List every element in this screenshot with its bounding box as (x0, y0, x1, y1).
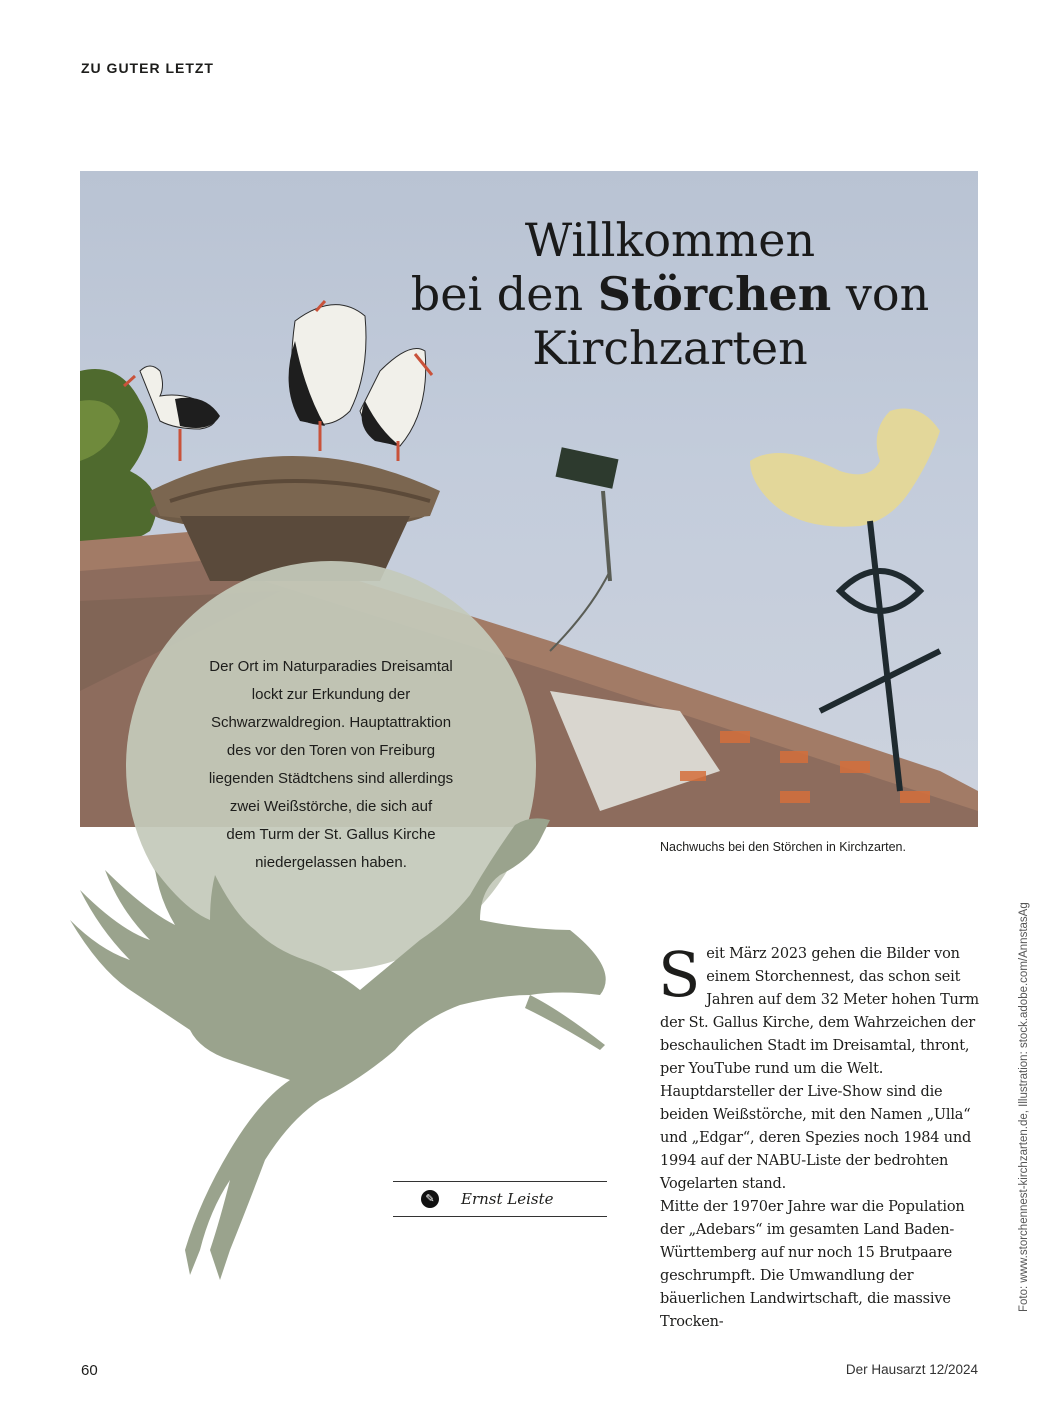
author-byline (393, 1181, 607, 1217)
intro-line-3: Schwarzwaldregion. Hauptattraktion (210, 714, 452, 731)
article-body (658, 938, 980, 1334)
headline-line-1: Willkommen (524, 213, 816, 267)
page-number: 60 (81, 1362, 98, 1379)
intro-line-5: liegenden Städtchens sind allerdings (208, 770, 454, 787)
pen-icon: ✎ (421, 1190, 439, 1208)
section-label: ZU GUTER LETZT (81, 60, 214, 76)
dropcap: S (658, 938, 701, 1011)
article-paragraph-1-text: eit März 2023 gehen die Bilder von einem Storchennest, das schon seit Jahren auf dem 32 Meter hohen Turm der St. Gallus Kirche, dem Wahrzeichen der beschaulichen Stadt im Dreisamtal, thront, per YouTube rund um die Welt. Hauptdarsteller der Live-Show sind die beiden Weißstörche, mit den Namen „Ulla“ und „Edgar“, deren Spezies noch 1984 und 1994 auf der NABU-Liste der bedrohten Vogelarten stand. (660, 946, 979, 1192)
intro-line-6: zwei Weißstörche, die sich auf (229, 798, 433, 815)
photo-caption: Nachwuchs bei den Störchen in Kirchzarten. (660, 840, 906, 854)
headline-line-3: Kirchzarten (532, 321, 808, 375)
article-paragraph-2: Mitte der 1970er Jahre war die Population der „Adebars“ im gesamten Land Baden-Württemberg auf nur noch 15 Brutpaare geschrumpft. Die Umwandlung der bäuerlichen Landwirtschaft, die massive Trocken- (660, 1199, 965, 1330)
intro-text (176, 653, 486, 877)
headline (380, 213, 960, 375)
author-name: Ernst Leiste (461, 1190, 554, 1208)
magazine-issue: Der Hausarzt 12/2024 (845, 1362, 978, 1377)
headline-line-2-pre: bei den (410, 267, 598, 321)
photo-credit: Foto: www.storchennest-kirchzarten.de, Illustration: stock.adobe.com/AnnstasAg (1018, 902, 1030, 1312)
intro-line-1: Der Ort im Naturparadies Dreisamtal (209, 658, 453, 675)
intro-line-7: dem Turm der St. Gallus Kirche (226, 826, 436, 843)
headline-line-2 (380, 267, 960, 321)
intro-line-8: niedergelassen haben. (255, 854, 407, 871)
article-paragraph-1 (658, 938, 980, 1196)
intro-line-2: lockt zur Erkundung der (251, 686, 411, 703)
headline-line-2-post: von (831, 267, 930, 321)
intro-line-4: des vor den Toren von Freiburg (226, 742, 436, 759)
headline-line-2-bold: Störchen (597, 267, 832, 321)
